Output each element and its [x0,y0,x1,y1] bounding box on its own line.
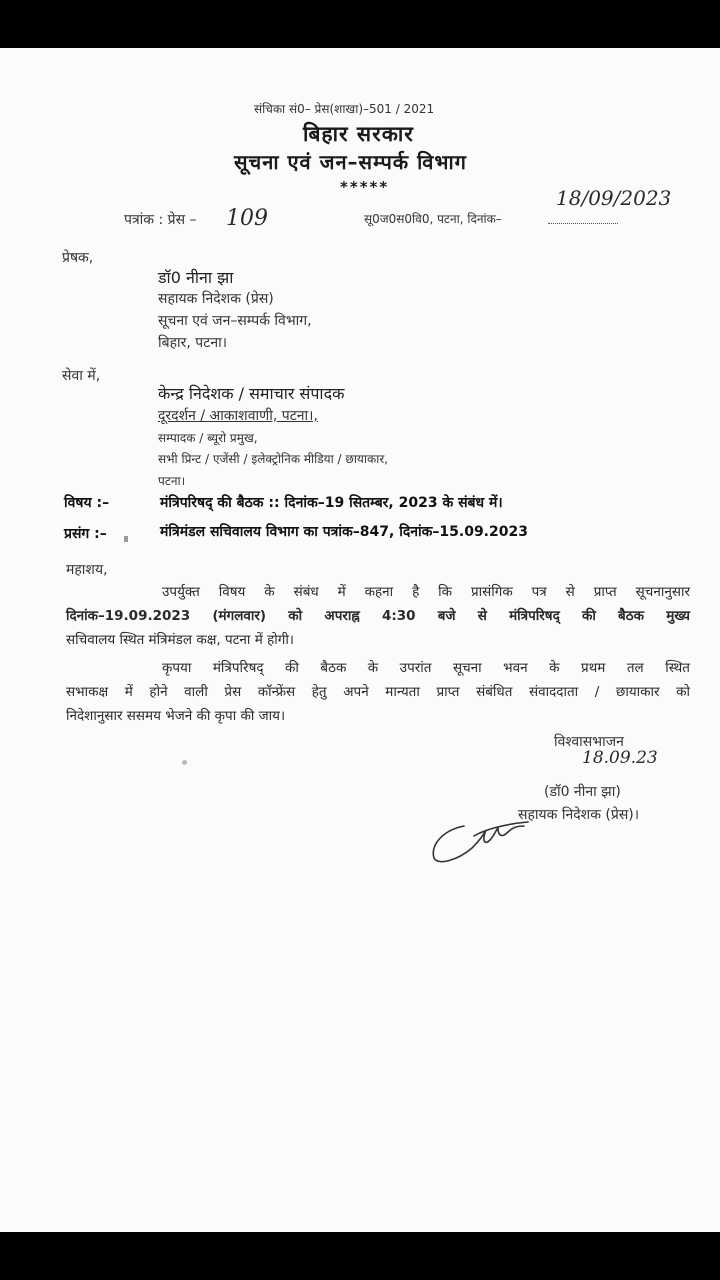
recipient-line-1: केन्द्र निदेशक / समाचार संपादक [158,384,345,403]
closing: विश्वासभाजन [554,734,624,750]
handwritten-date: 18/09/2023 [556,186,672,210]
handwritten-signature-icon [424,800,534,870]
reference-text: मंत्रिमंडल सचिवालय विभाग का पत्रांक–847, दिनांक–15.09.2023 [160,524,528,540]
paragraph1-line-2: दिनांक–19.09.2023 (मंगलवार) को अपराह्न 4:30 बजे से मंत्रिपरिषद् की बैठक मुख्य [66,608,690,624]
recipient-line-5: पटना। [158,474,186,488]
recipient-line-3: सम्पादक / ब्यूरो प्रमुख, [158,431,258,445]
paragraph1-line-3: सचिवालय स्थित मंत्रिमंडल कक्ष, पटना में होगी। [66,632,294,648]
paragraph2-line-3: निदेशानुसार ससमय भेजने की कृपा की जाय। [66,708,286,724]
paragraph2-line-2: सभाकक्ष में होने वाली प्रेस कॉन्फ्रेंस हेतु अपने मान्यता प्राप्त संबंधित संवाददाता / छायाकार को [66,684,690,700]
signature-date: 18.09.23 [582,748,658,768]
speck-mark [124,536,128,542]
recipient-line-4: सभी प्रिन्ट / एजेंसी / इलेक्ट्रोनिक मीडिया / छायाकार, [158,452,389,466]
city-date-label: सू0ज0स0वि0, पटना, दिनांक– [364,212,502,226]
date-dotted-line [548,223,618,224]
signer-name: (डॉ0 नीना झा) [544,784,621,800]
department-title: सूचना एवं जन–सम्पर्क विभाग [234,150,467,174]
subject-text: मंत्रिपरिषद् की बैठक :: दिनांक–19 सितम्बर, 2023 के संबंध में। [160,495,503,511]
sender-name: डॉ0 नीना झा [158,268,234,287]
paragraph2-line-1: कृपया मंत्रिपरिषद् की बैठक के उपरांत सूचना भवन के प्रथम तल स्थित [162,660,690,676]
subject-label: विषय :– [64,495,110,511]
stars-separator: ***** [340,178,390,196]
patrank-label: पत्रांक : प्रेस – [124,212,197,228]
government-title: बिहार सरकार [303,122,414,146]
reference-label: प्रसंग :– [64,526,107,542]
speck-mark [182,760,187,765]
letter-page [0,48,720,1232]
sender-label: प्रेषक, [62,250,94,266]
patrank-number: 109 [226,206,268,231]
sender-department: सूचना एवं जन–सम्पर्क विभाग, [158,313,312,329]
sender-designation: सहायक निदेशक (प्रेस) [158,291,274,307]
paragraph1-line-1: उपर्युक्त विषय के संबंध में कहना है कि प्रासंगिक पत्र से प्राप्त सूचनानुसार [162,584,690,600]
signer-designation: सहायक निदेशक (प्रेस)। [518,807,640,823]
sender-location: बिहार, पटना। [158,335,228,351]
salutation: महाशय, [66,562,108,578]
recipient-line-2: दूरदर्शन / आकाशवाणी, पटना।, [158,408,318,424]
recipient-label: सेवा में, [62,368,101,384]
file-reference: संचिका सं0– प्रेस(शाखा)–501 / 2021 [254,102,435,116]
